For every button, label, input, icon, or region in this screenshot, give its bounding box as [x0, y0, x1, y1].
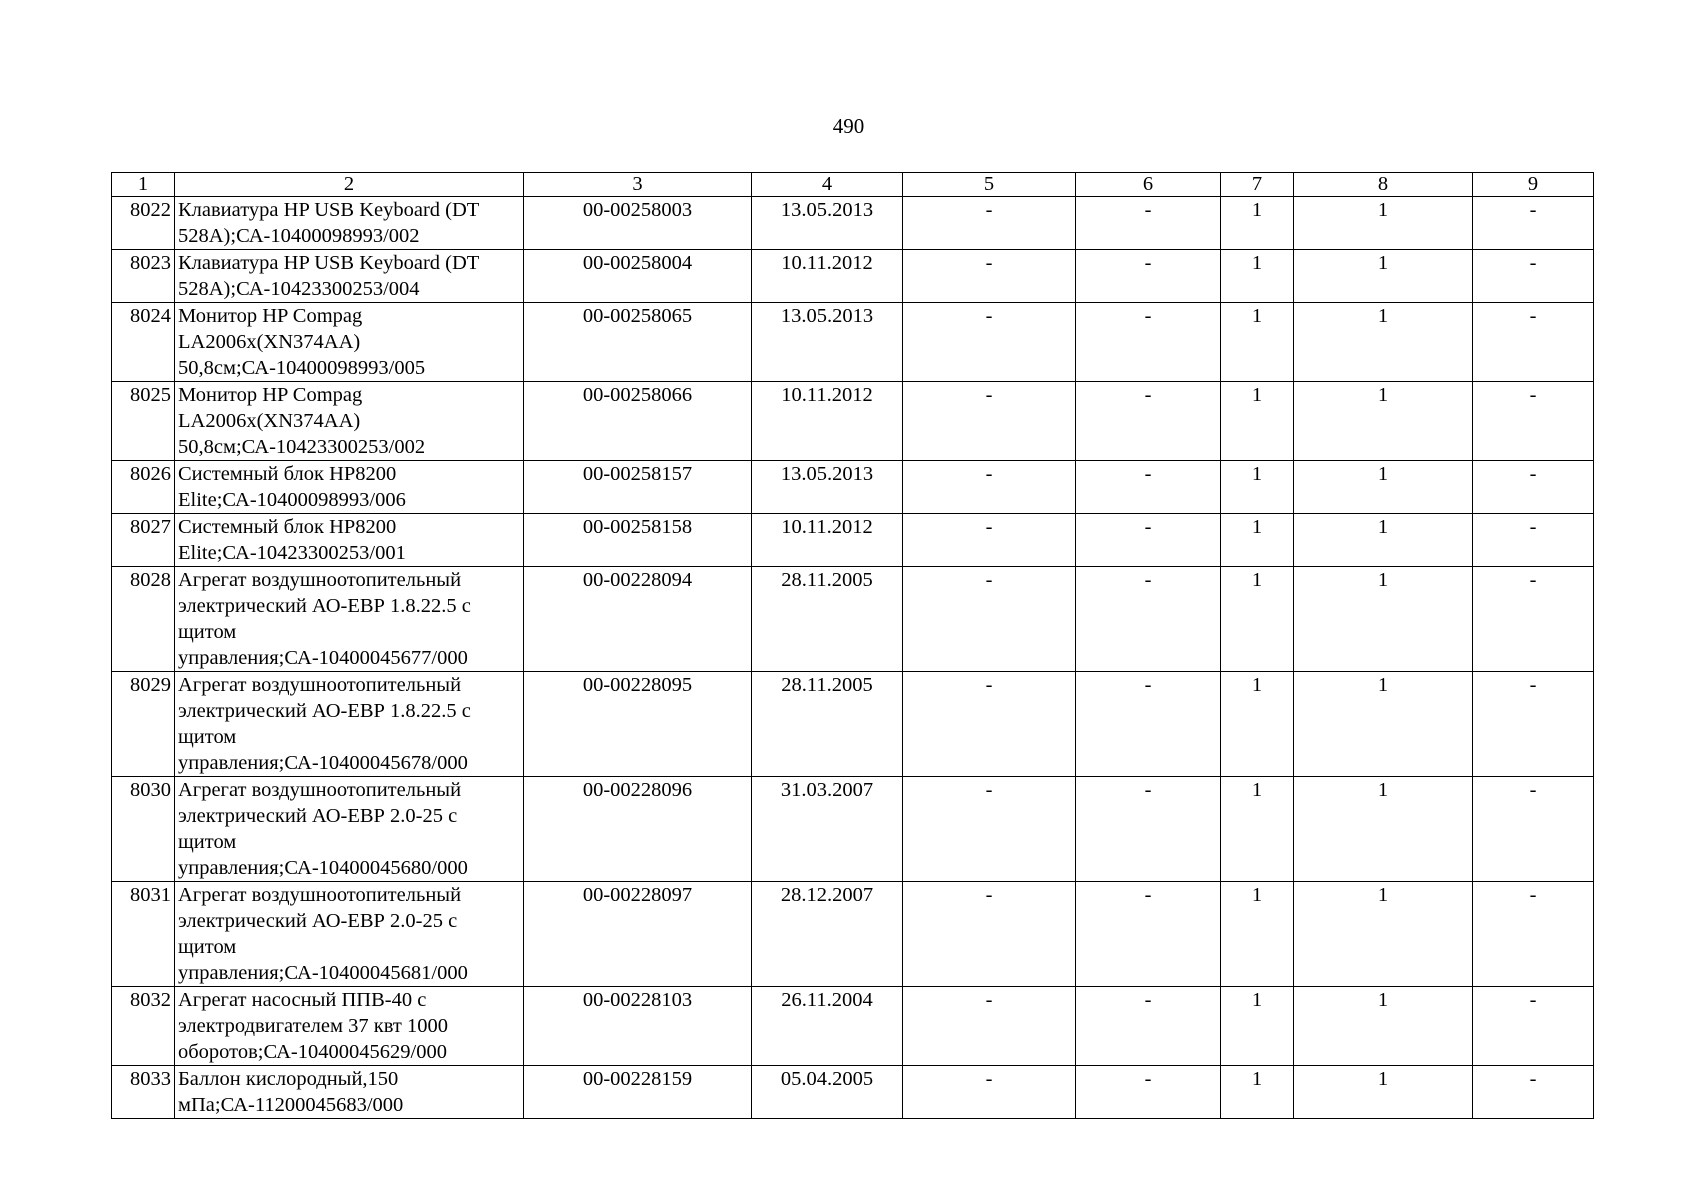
- row-number: 8022: [112, 197, 175, 250]
- acquisition-date: 28.11.2005: [752, 567, 903, 672]
- item-name: [175, 1066, 524, 1119]
- inventory-code: 00-00258065: [524, 303, 752, 382]
- item-name-line: управления;СА-10400045681/000: [178, 962, 468, 984]
- inventory-code: 00-00228096: [524, 777, 752, 882]
- acquisition-date: 10.11.2012: [752, 250, 903, 303]
- col-8-value: 1: [1294, 567, 1473, 672]
- col-8-value: 1: [1294, 1066, 1473, 1119]
- item-name-line: щитом: [178, 831, 237, 853]
- item-name-line: Монитор HP Compag: [178, 305, 363, 327]
- column-header: 7: [1221, 173, 1294, 197]
- item-name-line: щитом: [178, 726, 237, 748]
- col-8-value: 1: [1294, 987, 1473, 1066]
- item-name-line: электрический АО-ЕВР 2.0-25 с: [178, 805, 458, 827]
- row-number: 8026: [112, 461, 175, 514]
- col-9-value: -: [1473, 514, 1594, 567]
- item-name-line: Агрегат воздушноотопительный: [178, 884, 462, 906]
- col-5-value: -: [903, 777, 1076, 882]
- item-name: [175, 882, 524, 987]
- item-name-line: Агрегат воздушноотопительный: [178, 779, 462, 801]
- col-6-value: -: [1076, 777, 1221, 882]
- row-number: 8031: [112, 882, 175, 987]
- item-name: [175, 777, 524, 882]
- item-name-line: управления;СА-10400045677/000: [178, 647, 468, 669]
- col-7-value: 1: [1221, 987, 1294, 1066]
- col-8-value: 1: [1294, 382, 1473, 461]
- col-6-value: -: [1076, 303, 1221, 382]
- col-9-value: -: [1473, 382, 1594, 461]
- acquisition-date: 10.11.2012: [752, 382, 903, 461]
- item-name-line: управления;СА-10400045680/000: [178, 857, 468, 879]
- acquisition-date: 31.03.2007: [752, 777, 903, 882]
- col-9-value: -: [1473, 882, 1594, 987]
- col-9-value: -: [1473, 567, 1594, 672]
- acquisition-date: 28.11.2005: [752, 672, 903, 777]
- acquisition-date: 05.04.2005: [752, 1066, 903, 1119]
- row-number: 8024: [112, 303, 175, 382]
- col-5-value: -: [903, 197, 1076, 250]
- item-name-line: Клавиатура HP USB Keyboard (DT: [178, 252, 480, 274]
- acquisition-date: 13.05.2013: [752, 461, 903, 514]
- item-name-line: электрический АО-ЕВР 1.8.22.5 с: [178, 595, 471, 617]
- col-5-value: -: [903, 461, 1076, 514]
- row-number: 8027: [112, 514, 175, 567]
- col-6-value: -: [1076, 382, 1221, 461]
- row-number: 8023: [112, 250, 175, 303]
- table-row: [112, 567, 1594, 672]
- col-8-value: 1: [1294, 882, 1473, 987]
- inventory-code: 00-00228159: [524, 1066, 752, 1119]
- row-number: 8030: [112, 777, 175, 882]
- item-name: [175, 672, 524, 777]
- item-name-line: Клавиатура HP USB Keyboard (DT: [178, 199, 480, 221]
- row-number: 8025: [112, 382, 175, 461]
- inventory-code: 00-00258003: [524, 197, 752, 250]
- item-name-line: Баллон кислородный,150: [178, 1068, 399, 1090]
- inventory-code: 00-00228103: [524, 987, 752, 1066]
- col-8-value: 1: [1294, 777, 1473, 882]
- col-7-value: 1: [1221, 882, 1294, 987]
- col-7-value: 1: [1221, 777, 1294, 882]
- item-name-line: 528A);СА-10423300253/004: [178, 278, 420, 300]
- column-header: 5: [903, 173, 1076, 197]
- item-name-line: 50,8см;СА-10423300253/002: [178, 436, 426, 458]
- inventory-table: [111, 172, 1594, 1119]
- column-header: 1: [112, 173, 175, 197]
- item-name-line: 50,8см;СА-10400098993/005: [178, 357, 426, 379]
- col-5-value: -: [903, 567, 1076, 672]
- item-name-line: 528A);СА-10400098993/002: [178, 225, 420, 247]
- col-7-value: 1: [1221, 1066, 1294, 1119]
- column-header: 9: [1473, 173, 1594, 197]
- item-name-line: Агрегат воздушноотопительный: [178, 674, 462, 696]
- inventory-code: 00-00228095: [524, 672, 752, 777]
- inventory-code: 00-00228097: [524, 882, 752, 987]
- col-5-value: -: [903, 672, 1076, 777]
- col-5-value: -: [903, 382, 1076, 461]
- col-8-value: 1: [1294, 197, 1473, 250]
- table-row: [112, 382, 1594, 461]
- col-9-value: -: [1473, 987, 1594, 1066]
- acquisition-date: 13.05.2013: [752, 197, 903, 250]
- table-row: [112, 514, 1594, 567]
- acquisition-date: 26.11.2004: [752, 987, 903, 1066]
- item-name: [175, 250, 524, 303]
- col-7-value: 1: [1221, 382, 1294, 461]
- table-row: [112, 197, 1594, 250]
- col-5-value: -: [903, 250, 1076, 303]
- item-name: [175, 303, 524, 382]
- item-name-line: электродвигателем 37 квт 1000: [178, 1015, 448, 1037]
- inventory-code: 00-00258157: [524, 461, 752, 514]
- item-name-line: оборотов;СА-10400045629/000: [178, 1041, 447, 1063]
- item-name-line: Elite;СА-10423300253/001: [178, 542, 406, 564]
- col-9-value: -: [1473, 303, 1594, 382]
- acquisition-date: 10.11.2012: [752, 514, 903, 567]
- col-8-value: 1: [1294, 461, 1473, 514]
- col-9-value: -: [1473, 672, 1594, 777]
- col-6-value: -: [1076, 514, 1221, 567]
- col-8-value: 1: [1294, 303, 1473, 382]
- column-header: 2: [175, 173, 524, 197]
- col-7-value: 1: [1221, 250, 1294, 303]
- item-name-line: Агрегат воздушноотопительный: [178, 569, 462, 591]
- item-name-line: электрический АО-ЕВР 2.0-25 с: [178, 910, 458, 932]
- item-name-line: мПа;СА-11200045683/000: [178, 1094, 404, 1116]
- col-9-value: -: [1473, 461, 1594, 514]
- table-row: [112, 1066, 1594, 1119]
- col-6-value: -: [1076, 197, 1221, 250]
- col-5-value: -: [903, 1066, 1076, 1119]
- table-row: [112, 882, 1594, 987]
- item-name-line: Агрегат насосный ППВ-40 с: [178, 989, 427, 1011]
- table-row: [112, 461, 1594, 514]
- inventory-code: 00-00228094: [524, 567, 752, 672]
- item-name-line: Монитор HP Compag: [178, 384, 363, 406]
- item-name-line: Системный блок HP8200: [178, 516, 397, 538]
- col-9-value: -: [1473, 777, 1594, 882]
- col-6-value: -: [1076, 882, 1221, 987]
- table-header-row: [112, 173, 1594, 197]
- item-name-line: LA2006x(XN374AA): [178, 410, 361, 432]
- item-name-line: электрический АО-ЕВР 1.8.22.5 с: [178, 700, 471, 722]
- col-8-value: 1: [1294, 672, 1473, 777]
- inventory-code: 00-00258004: [524, 250, 752, 303]
- column-header: 6: [1076, 173, 1221, 197]
- table-row: [112, 672, 1594, 777]
- column-header: 4: [752, 173, 903, 197]
- col-8-value: 1: [1294, 514, 1473, 567]
- col-5-value: -: [903, 303, 1076, 382]
- item-name: [175, 461, 524, 514]
- col-8-value: 1: [1294, 250, 1473, 303]
- acquisition-date: 28.12.2007: [752, 882, 903, 987]
- item-name: [175, 567, 524, 672]
- inventory-code: 00-00258158: [524, 514, 752, 567]
- item-name-line: щитом: [178, 936, 237, 958]
- column-header: 8: [1294, 173, 1473, 197]
- col-9-value: -: [1473, 1066, 1594, 1119]
- table-row: [112, 303, 1594, 382]
- col-5-value: -: [903, 882, 1076, 987]
- acquisition-date: 13.05.2013: [752, 303, 903, 382]
- col-9-value: -: [1473, 197, 1594, 250]
- row-number: 8032: [112, 987, 175, 1066]
- item-name: [175, 514, 524, 567]
- table-row: [112, 250, 1594, 303]
- item-name-line: Системный блок HP8200: [178, 463, 397, 485]
- col-7-value: 1: [1221, 303, 1294, 382]
- col-6-value: -: [1076, 250, 1221, 303]
- row-number: 8029: [112, 672, 175, 777]
- inventory-code: 00-00258066: [524, 382, 752, 461]
- col-9-value: -: [1473, 250, 1594, 303]
- column-header: 3: [524, 173, 752, 197]
- col-6-value: -: [1076, 461, 1221, 514]
- col-7-value: 1: [1221, 514, 1294, 567]
- col-7-value: 1: [1221, 672, 1294, 777]
- col-7-value: 1: [1221, 197, 1294, 250]
- col-6-value: -: [1076, 672, 1221, 777]
- item-name: [175, 987, 524, 1066]
- col-7-value: 1: [1221, 567, 1294, 672]
- table-row: [112, 987, 1594, 1066]
- table-row: [112, 777, 1594, 882]
- col-5-value: -: [903, 514, 1076, 567]
- item-name-line: щитом: [178, 621, 237, 643]
- col-5-value: -: [903, 987, 1076, 1066]
- item-name-line: управления;СА-10400045678/000: [178, 752, 468, 774]
- item-name: [175, 197, 524, 250]
- item-name-line: LA2006x(XN374AA): [178, 331, 361, 353]
- item-name-line: Elite;СА-10400098993/006: [178, 489, 406, 511]
- item-name: [175, 382, 524, 461]
- col-6-value: -: [1076, 987, 1221, 1066]
- col-6-value: -: [1076, 567, 1221, 672]
- page-number: 490: [832, 114, 865, 138]
- col-7-value: 1: [1221, 461, 1294, 514]
- col-6-value: -: [1076, 1066, 1221, 1119]
- row-number: 8033: [112, 1066, 175, 1119]
- row-number: 8028: [112, 567, 175, 672]
